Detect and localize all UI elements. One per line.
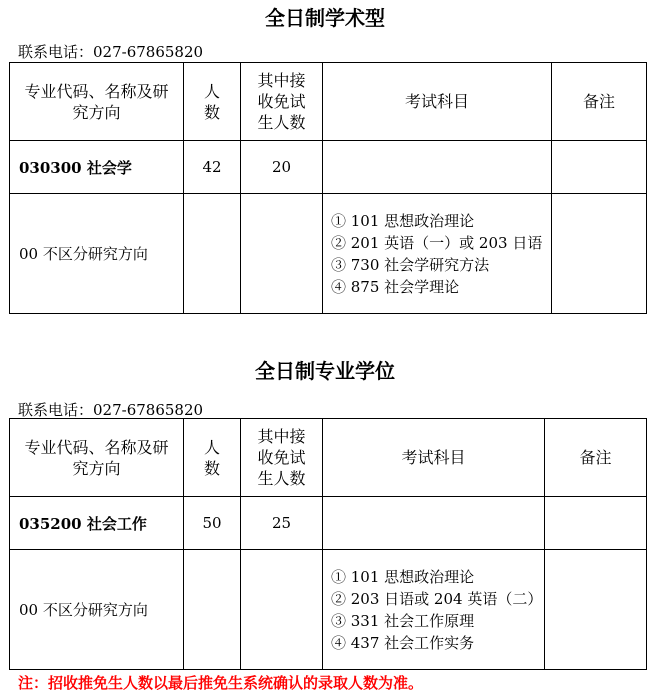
header-count — [184, 63, 241, 141]
direction-remark — [552, 194, 647, 314]
footnote-note: 注：招收推免生人数以最后推免生系统确认的录取人数为准。 — [18, 674, 424, 692]
exam-subject-item: ③ 730 社会学研究方法 — [331, 255, 490, 274]
exam-subject-item: ② 203 日语或 204 英语（二） — [331, 589, 543, 608]
header-exempt-label: 其中接收免试生人数 — [257, 427, 306, 488]
major-subjects — [323, 141, 552, 194]
header-remark: 备注 — [552, 63, 647, 141]
major-code-name: 035200 社会工作 — [10, 497, 184, 550]
direction-count — [184, 550, 241, 670]
direction-remark — [545, 550, 647, 670]
major-exempt: 25 — [241, 497, 323, 550]
contact-phone: 联系电话：027-67865820 — [18, 43, 204, 61]
research-direction: 00 不区分研究方向 — [10, 550, 184, 670]
major-code-name: 030300 社会学 — [10, 141, 184, 194]
table-row — [10, 497, 647, 550]
major-remark — [545, 497, 647, 550]
direction-count — [184, 194, 241, 314]
direction-exempt — [241, 194, 323, 314]
table-row — [10, 194, 647, 314]
major-subjects — [323, 497, 545, 550]
exam-subject-item: ③ 331 社会工作原理 — [331, 611, 475, 630]
exam-subjects — [323, 194, 552, 314]
exam-subject-item: ① 101 思想政治理论 — [331, 567, 475, 586]
exam-subjects — [323, 550, 545, 670]
header-major — [10, 419, 184, 497]
header-major — [10, 63, 184, 141]
header-count-label: 人数 — [203, 81, 220, 122]
major-remark — [552, 141, 647, 194]
admission-table-professional — [9, 418, 647, 670]
research-direction: 00 不区分研究方向 — [10, 194, 184, 314]
contact-phone: 联系电话：027-67865820 — [18, 401, 204, 419]
section-title-academic: 全日制学术型 — [265, 6, 385, 30]
direction-exempt — [241, 550, 323, 670]
header-major-label: 专业代码、名称及研究方向 — [24, 437, 169, 478]
header-count — [184, 419, 241, 497]
exam-subject-item: ① 101 思想政治理论 — [331, 211, 475, 230]
major-count: 50 — [184, 497, 241, 550]
header-exempt — [241, 419, 323, 497]
exam-subject-item: ④ 875 社会学理论 — [331, 277, 460, 296]
admission-table-academic — [9, 62, 647, 314]
header-remark: 备注 — [545, 419, 647, 497]
header-subjects: 考试科目 — [323, 63, 552, 141]
section-title-professional: 全日制专业学位 — [255, 359, 395, 383]
header-subjects: 考试科目 — [323, 419, 545, 497]
header-exempt — [241, 63, 323, 141]
exam-subject-item: ④ 437 社会工作实务 — [331, 633, 475, 652]
major-count: 42 — [184, 141, 241, 194]
exam-subject-item: ② 201 英语（一）或 203 日语 — [331, 233, 543, 252]
table-header-row — [10, 63, 647, 141]
major-exempt: 20 — [241, 141, 323, 194]
table-row — [10, 141, 647, 194]
header-count-label: 人数 — [203, 437, 220, 478]
table-header-row — [10, 419, 647, 497]
header-exempt-label: 其中接收免试生人数 — [257, 71, 306, 132]
table-row — [10, 550, 647, 670]
header-major-label: 专业代码、名称及研究方向 — [24, 81, 169, 122]
